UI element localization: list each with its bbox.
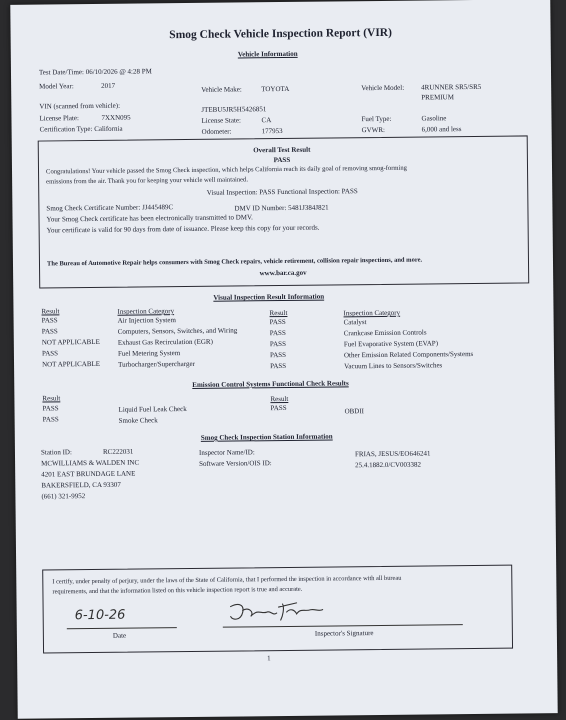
visual-left-category: Computers, Sensors, Switches, and Wiring xyxy=(117,326,238,336)
visual-left-result: PASS xyxy=(41,327,58,336)
inspector-value: FRIAS, JESUS/EO646241 xyxy=(354,449,431,459)
odometer-value: 177953 xyxy=(261,127,283,136)
station-id-label: Station ID: xyxy=(40,448,72,457)
functional-left-category: Liquid Fuel Leak Check xyxy=(118,405,187,414)
plate-label: License Plate: xyxy=(39,114,79,123)
functional-right-category: OBDII xyxy=(344,407,365,416)
page-number: 1 xyxy=(267,654,271,663)
visual-right-category: Catalyst xyxy=(343,318,367,327)
station-name: MCWILLIAMS & WALDEN INC xyxy=(41,458,140,468)
certificate-number: Smog Check Certificate Number: JJ445489C xyxy=(46,203,174,213)
visual-functional-summary: Visual Inspection: PASS Functional Inspection: PASS xyxy=(206,187,358,197)
test-datetime: Test Date/Time: 06/10/2026 @ 4:28 PM xyxy=(38,67,152,77)
vir-document xyxy=(10,0,557,719)
fuel-value: Gasoline xyxy=(421,114,447,123)
functional-result-header-left: Result xyxy=(42,394,61,403)
make-label: Vehicle Make: xyxy=(201,85,242,94)
cert-type-label: Certification Type: California xyxy=(39,124,123,134)
visual-category-header-right: Inspection Category xyxy=(343,308,401,318)
visual-left-category: Fuel Metering System xyxy=(117,349,181,358)
model-value-line2: PREMIUM xyxy=(421,93,454,102)
gvwr-value: 6,000 and less xyxy=(421,125,462,134)
visual-right-result: PASS xyxy=(269,339,286,349)
visual-right-category: Other Emission Related Components/Systems xyxy=(343,350,474,360)
visual-left-category: Turbocharger/Supercharger xyxy=(118,359,195,369)
model-value-line1: 4RUNNER SR5/SR5 xyxy=(421,82,482,92)
functional-right-result: PASS xyxy=(270,403,287,413)
station-phone: (661) 321-9952 xyxy=(41,492,86,501)
state-label: License State: xyxy=(201,116,242,125)
visual-right-result: PASS xyxy=(269,317,286,327)
station-heading: Smog Check Inspection Station Information xyxy=(200,432,333,442)
congrats-line-2: emissions from the air. Thank you for keeping your vehicle well maintained. xyxy=(46,176,249,186)
certify-line-1: I certify, under penalty of perjury, under the laws of the State of California, that I performed the inspection in accordance with all bureau xyxy=(52,574,402,586)
dmv-id-number: DMV ID Number: 5481J384J821 xyxy=(234,203,329,213)
handwritten-date: 6-10-26 xyxy=(74,607,126,624)
visual-right-result: PASS xyxy=(269,328,286,338)
certify-line-2: requirements, and that the information listed on this vehicle inspection report is true and accurate. xyxy=(52,585,303,596)
visual-left-result: PASS xyxy=(41,349,59,358)
station-address-2: BAKERSFIELD, CA 93307 xyxy=(41,480,121,490)
visual-left-result: NOT APPLICABLE xyxy=(41,337,100,347)
functional-left-result: PASS xyxy=(42,415,59,424)
visual-left-category: Air Injection System xyxy=(117,316,176,325)
visual-right-result: PASS xyxy=(270,361,287,371)
station-address-1: 4201 EAST BRUNDAGE LANE xyxy=(41,469,136,479)
functional-left-result: PASS xyxy=(42,404,59,413)
vin-value: JTEBU5JR5H5426851 xyxy=(201,105,267,114)
visual-result-header-right: Result xyxy=(269,308,288,318)
inspector-label: Inspector Name/ID: xyxy=(198,448,255,457)
visual-right-category: Vacuum Lines to Sensors/Switches xyxy=(344,361,443,371)
inspector-signature xyxy=(225,598,325,629)
odometer-label: Odometer: xyxy=(201,127,232,136)
visual-category-header-left: Inspection Category xyxy=(117,307,175,316)
visual-right-category: Crankcase Emission Controls xyxy=(343,328,427,338)
bar-notice-line-1: The Bureau of Automotive Repair helps consumers with Smog Check repairs, vehicle retirement, collision repair inspections, and more. xyxy=(46,256,423,268)
station-id-value: RC222031 xyxy=(102,447,134,456)
software-label: Software Version/OIS ID: xyxy=(199,459,272,468)
vin-label: VIN (scanned from vehicle): xyxy=(39,101,121,111)
overall-heading: Overall Test Result xyxy=(253,145,311,155)
state-value: CA xyxy=(261,116,272,125)
visual-heading: Visual Inspection Result Information xyxy=(213,292,325,302)
model-label: Vehicle Model: xyxy=(361,83,405,93)
overall-result: PASS xyxy=(273,155,291,165)
transmitted-notice: Your Smog Check certificate has been electronically transmitted to DMV. xyxy=(46,213,253,224)
validity-notice: Your certificate is valid for 90 days from date of issuance. Please keep this copy for your records. xyxy=(46,223,320,235)
signature-label: Inspector's Signature xyxy=(314,629,374,638)
functional-left-category: Smoke Check xyxy=(118,416,158,425)
report-title: Smog Check Vehicle Inspection Report (VIR) xyxy=(169,26,392,42)
date-label: Date xyxy=(112,631,127,640)
visual-left-result: PASS xyxy=(41,316,58,325)
gvwr-label: GVWR: xyxy=(361,125,385,135)
model-year-value: 2017 xyxy=(101,81,116,90)
visual-right-result: PASS xyxy=(269,350,287,360)
functional-heading: Emission Control Systems Functional Check Results xyxy=(192,379,349,389)
visual-right-category: Fuel Evaporative System (EVAP) xyxy=(343,339,439,349)
functional-result-header-right: Result xyxy=(270,394,289,404)
fuel-label: Fuel Type: xyxy=(361,114,392,124)
visual-left-result: NOT APPLICABLE xyxy=(42,359,101,369)
visual-left-category: Exhaust Gas Recirculation (EGR) xyxy=(117,337,213,347)
software-value: 25.4.1882.0/CV003382 xyxy=(355,460,422,470)
model-year-label: Model Year: xyxy=(39,82,74,91)
plate-value: 7XXN095 xyxy=(101,113,131,122)
make-value: TOYOTA xyxy=(261,84,290,94)
visual-result-header-left: Result xyxy=(41,307,60,316)
bar-website: www.bar.ca.gov xyxy=(259,268,307,278)
vehicle-info-heading: Vehicle Information xyxy=(237,49,298,59)
congrats-line-1: Congratulations! Your vehicle passed the Smog Check inspection, which helps California reach its daily goal of removing smog-forming xyxy=(45,164,407,176)
